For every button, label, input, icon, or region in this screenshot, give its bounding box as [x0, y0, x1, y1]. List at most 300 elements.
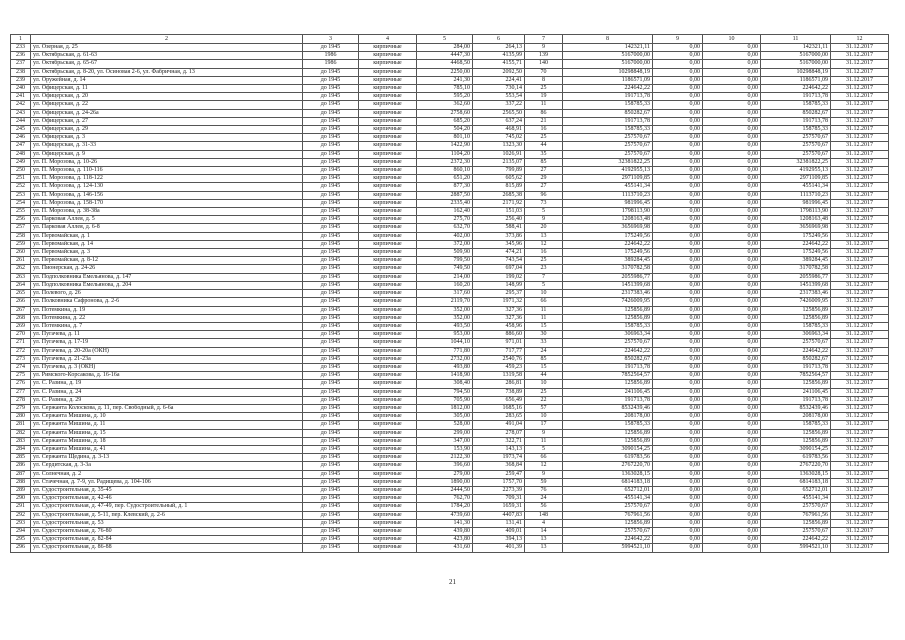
table-cell: 257570,67: [563, 339, 653, 347]
table-cell: 767961,56: [563, 511, 653, 519]
table-row: [11, 355, 889, 363]
table-cell: до 1945: [303, 240, 359, 248]
table-cell: 241: [11, 93, 31, 101]
table-cell: 31.12.2017: [831, 298, 889, 306]
table-row: [11, 44, 889, 52]
table-cell: кирпичные: [359, 478, 417, 486]
table-cell: 11: [525, 306, 563, 314]
table-cell: 257570,67: [761, 503, 831, 511]
table-cell: 0,00: [703, 511, 761, 519]
table-row: [11, 339, 889, 347]
table-cell: 1186571,09: [761, 76, 831, 84]
table-cell: 7: [525, 273, 563, 281]
table-cell: до 1945: [303, 470, 359, 478]
table-cell: 0,00: [703, 413, 761, 421]
table-cell: 9: [525, 44, 563, 52]
table-cell: 0,00: [703, 183, 761, 191]
table-cell: 5167000,00: [563, 60, 653, 68]
table-cell: кирпичные: [359, 249, 417, 257]
table-cell: 0,00: [653, 290, 703, 298]
table-cell: 2767220,70: [563, 462, 653, 470]
registry-sheet: [10, 34, 888, 553]
table-cell: 31.12.2017: [831, 273, 889, 281]
table-cell: ул. Судостроительная, д. 42-46: [31, 495, 303, 503]
table-cell: ул. Сержанта Колоскова, д. 11, пер. Свободный, д. 6-6а: [31, 404, 303, 412]
table-cell: 125856,89: [761, 380, 831, 388]
table-cell: ул. Офицерская, д. 24-26а: [31, 109, 303, 117]
table-cell: 1451399,68: [563, 281, 653, 289]
table-cell: 16: [525, 249, 563, 257]
table-cell: до 1945: [303, 462, 359, 470]
table-cell: 175249,56: [761, 249, 831, 257]
table-cell: 0,00: [703, 519, 761, 527]
table-cell: 31.12.2017: [831, 150, 889, 158]
table-cell: кирпичные: [359, 76, 417, 84]
table-cell: 0,00: [703, 232, 761, 240]
table-cell: 15: [525, 322, 563, 330]
table-cell: 22: [525, 396, 563, 404]
table-cell: 241,30: [417, 76, 473, 84]
table-cell: 15: [525, 363, 563, 371]
table-row: [11, 216, 889, 224]
table-cell: 261: [11, 257, 31, 265]
table-row: [11, 158, 889, 166]
table-cell: 877,30: [417, 183, 473, 191]
table-cell: до 1945: [303, 314, 359, 322]
table-cell: 504,20: [417, 126, 473, 134]
table-cell: ул. Парковая Аллея, д. 6-8: [31, 224, 303, 232]
table-cell: 1208163,48: [761, 216, 831, 224]
table-cell: кирпичные: [359, 347, 417, 355]
table-cell: до 1945: [303, 109, 359, 117]
table-cell: до 1945: [303, 265, 359, 273]
table-cell: 4135,99: [473, 52, 525, 60]
table-cell: до 1945: [303, 322, 359, 330]
table-row: [11, 273, 889, 281]
table-row: [11, 478, 889, 486]
table-cell: 0,00: [653, 437, 703, 445]
table-cell: 257570,67: [761, 527, 831, 535]
table-cell: 0,00: [653, 339, 703, 347]
table-cell: 139: [525, 52, 563, 60]
table-cell: 491,04: [473, 421, 525, 429]
table-cell: 1363028,15: [563, 470, 653, 478]
table-cell: 31.12.2017: [831, 265, 889, 273]
table-cell: 131,41: [473, 519, 525, 527]
table-cell: 0,00: [653, 347, 703, 355]
table-cell: 266: [11, 298, 31, 306]
table-cell: 3170782,58: [761, 265, 831, 273]
table-cell: до 1945: [303, 44, 359, 52]
table-cell: 3090154,25: [761, 445, 831, 453]
table-cell: 31.12.2017: [831, 388, 889, 396]
table-cell: 0,00: [653, 158, 703, 166]
table-cell: 1104,20: [417, 150, 473, 158]
table-cell: 31.12.2017: [831, 208, 889, 216]
table-cell: 0,00: [703, 85, 761, 93]
table-cell: 0,00: [703, 388, 761, 396]
table-cell: 260: [11, 249, 31, 257]
table-cell: 158785,33: [563, 126, 653, 134]
table-cell: 31.12.2017: [831, 380, 889, 388]
table-cell: 5: [525, 281, 563, 289]
table-cell: 372,00: [417, 240, 473, 248]
table-cell: 12: [525, 240, 563, 248]
table-cell: 0,00: [703, 257, 761, 265]
table-cell: кирпичные: [359, 281, 417, 289]
table-cell: 5167000,00: [563, 52, 653, 60]
table-cell: ул. Октябрьская, д. 65-67: [31, 60, 303, 68]
table-cell: ул. Офицерская, д. 27: [31, 117, 303, 125]
table-cell: 31.12.2017: [831, 60, 889, 68]
table-cell: 0,00: [653, 265, 703, 273]
table-cell: до 1945: [303, 93, 359, 101]
table-cell: 280: [11, 413, 31, 421]
table-cell: 2317383,46: [761, 290, 831, 298]
table-cell: 191713,78: [563, 117, 653, 125]
table-cell: до 1945: [303, 101, 359, 109]
table-cell: 7852564,57: [563, 372, 653, 380]
table-cell: 125856,89: [761, 429, 831, 437]
table-cell: 2444,50: [417, 486, 473, 494]
table-cell: 191713,78: [761, 396, 831, 404]
table-cell: 11: [525, 437, 563, 445]
table-cell: ул. Судостроительная, д. 76-80: [31, 527, 303, 535]
table-cell: 10298848,19: [563, 68, 653, 76]
table-row: [11, 421, 889, 429]
table-cell: 56: [525, 503, 563, 511]
table-cell: 57: [525, 404, 563, 412]
table-cell: 70: [525, 68, 563, 76]
table-cell: 76: [525, 486, 563, 494]
table-cell: 268: [11, 314, 31, 322]
table-row: [11, 544, 889, 552]
table-row: [11, 445, 889, 453]
table-cell: 1323,30: [473, 142, 525, 150]
table-cell: 0,00: [703, 167, 761, 175]
table-cell: 0,00: [653, 503, 703, 511]
table-cell: 224642,22: [761, 240, 831, 248]
table-cell: 1971,32: [473, 298, 525, 306]
table-cell: 0,00: [653, 126, 703, 134]
table-cell: 389284,45: [761, 257, 831, 265]
table-cell: до 1945: [303, 191, 359, 199]
table-row: [11, 240, 889, 248]
table-cell: 258: [11, 232, 31, 240]
table-cell: 278: [11, 396, 31, 404]
table-cell: 308,40: [417, 380, 473, 388]
table-cell: кирпичные: [359, 314, 417, 322]
table-cell: 13: [525, 536, 563, 544]
table-cell: кирпичные: [359, 454, 417, 462]
table-cell: кирпичные: [359, 44, 417, 52]
table-cell: 255: [11, 208, 31, 216]
table-cell: 0,00: [653, 240, 703, 248]
column-number: 2: [31, 35, 303, 44]
table-cell: кирпичные: [359, 85, 417, 93]
table-cell: 0,00: [703, 76, 761, 84]
table-cell: 35: [525, 150, 563, 158]
table-cell: до 1945: [303, 273, 359, 281]
table-cell: 31.12.2017: [831, 142, 889, 150]
table-cell: 6814183,18: [563, 478, 653, 486]
table-cell: кирпичные: [359, 208, 417, 216]
table-cell: 252: [11, 183, 31, 191]
table-cell: 9: [525, 216, 563, 224]
table-cell: 0,00: [653, 216, 703, 224]
table-cell: 0,00: [703, 52, 761, 60]
table-cell: 31.12.2017: [831, 527, 889, 535]
table-cell: 158785,33: [761, 322, 831, 330]
table-cell: до 1945: [303, 421, 359, 429]
table-cell: 0,00: [653, 68, 703, 76]
table-cell: кирпичные: [359, 536, 417, 544]
table-cell: 0,00: [653, 544, 703, 552]
table-cell: кирпичные: [359, 290, 417, 298]
table-cell: 31.12.2017: [831, 519, 889, 527]
table-row: [11, 413, 889, 421]
table-cell: 19: [525, 93, 563, 101]
table-cell: 749,50: [417, 265, 473, 273]
table-cell: до 1945: [303, 298, 359, 306]
table-cell: 2317383,46: [563, 290, 653, 298]
table-cell: 25: [525, 257, 563, 265]
table-cell: ул. Пугачева, д. 11: [31, 331, 303, 339]
table-cell: 142321,11: [563, 44, 653, 52]
table-cell: 10: [525, 413, 563, 421]
table-cell: 0,00: [653, 60, 703, 68]
table-cell: 2092,50: [473, 68, 525, 76]
column-number: 1: [11, 35, 31, 44]
table-cell: 21: [525, 117, 563, 125]
table-cell: ул. Судостроительная, д. 47-49, пер. Судостроительный, д. 1: [31, 503, 303, 511]
table-cell: 248: [11, 150, 31, 158]
table-cell: 262: [11, 265, 31, 273]
table-cell: 0,00: [703, 150, 761, 158]
table-cell: 5167000,00: [761, 52, 831, 60]
table-cell: 0,00: [653, 380, 703, 388]
table-cell: до 1945: [303, 544, 359, 552]
table-cell: 66: [525, 298, 563, 306]
table-cell: 142321,11: [761, 44, 831, 52]
table-cell: 10: [525, 380, 563, 388]
table-cell: 3090154,25: [563, 445, 653, 453]
table-cell: 2565,50: [473, 109, 525, 117]
table-cell: кирпичные: [359, 175, 417, 183]
table-cell: 0,00: [703, 339, 761, 347]
table-cell: кирпичные: [359, 224, 417, 232]
page-number: 21: [449, 578, 456, 586]
table-cell: 423,80: [417, 536, 473, 544]
table-cell: кирпичные: [359, 462, 417, 470]
table-cell: 0,00: [653, 454, 703, 462]
table-cell: 0,00: [653, 519, 703, 527]
table-cell: 158785,33: [563, 421, 653, 429]
table-cell: 0,00: [653, 183, 703, 191]
table-cell: 0,00: [703, 380, 761, 388]
table-cell: 0,00: [653, 413, 703, 421]
table-cell: 31.12.2017: [831, 224, 889, 232]
table-row: [11, 142, 889, 150]
table-row: [11, 249, 889, 257]
table-row: [11, 85, 889, 93]
table-cell: 981996,45: [563, 199, 653, 207]
table-cell: 125856,89: [563, 314, 653, 322]
table-cell: 0,00: [703, 142, 761, 150]
table-cell: 17: [525, 421, 563, 429]
table-cell: 0,00: [703, 60, 761, 68]
table-cell: 1451399,68: [761, 281, 831, 289]
table-cell: 31.12.2017: [831, 232, 889, 240]
table-cell: 0,00: [653, 331, 703, 339]
table-row: [11, 314, 889, 322]
table-cell: 745,02: [473, 134, 525, 142]
table-cell: кирпичные: [359, 470, 417, 478]
table-cell: 0,00: [703, 281, 761, 289]
table-cell: ул. Первомайская, д. 1: [31, 232, 303, 240]
table-row: [11, 454, 889, 462]
table-cell: 256,40: [473, 216, 525, 224]
table-cell: ул. Римского-Корсакова, д. 16-16а: [31, 372, 303, 380]
table-cell: ул. Октябрьская, д. 61-63: [31, 52, 303, 60]
table-row: [11, 134, 889, 142]
table-cell: 4192955,13: [563, 167, 653, 175]
table-cell: 7852564,57: [761, 372, 831, 380]
table-cell: 6814183,18: [761, 478, 831, 486]
table-cell: 27: [525, 183, 563, 191]
table-cell: до 1945: [303, 183, 359, 191]
table-cell: до 1945: [303, 175, 359, 183]
table-cell: 125856,89: [563, 380, 653, 388]
table-cell: 0,00: [703, 298, 761, 306]
table-cell: 245: [11, 126, 31, 134]
table-cell: кирпичные: [359, 372, 417, 380]
table-cell: до 1945: [303, 199, 359, 207]
table-cell: 286,81: [473, 380, 525, 388]
table-cell: 0,00: [653, 470, 703, 478]
table-cell: 0,00: [653, 93, 703, 101]
table-cell: 275,70: [417, 216, 473, 224]
table-cell: 0,00: [703, 126, 761, 134]
table-cell: 619783,56: [563, 454, 653, 462]
table-cell: 31.12.2017: [831, 158, 889, 166]
table-row: [11, 281, 889, 289]
table-cell: 0,00: [653, 429, 703, 437]
table-cell: кирпичные: [359, 126, 417, 134]
table-cell: до 1945: [303, 306, 359, 314]
table-cell: 7426009,95: [761, 298, 831, 306]
table-row: [11, 511, 889, 519]
table-cell: 850282,67: [761, 109, 831, 117]
table-cell: 619783,56: [761, 454, 831, 462]
table-cell: 125856,89: [761, 519, 831, 527]
table-cell: 799,50: [417, 257, 473, 265]
column-number-row: [11, 35, 889, 44]
table-cell: 241106,45: [563, 388, 653, 396]
table-cell: до 1945: [303, 208, 359, 216]
table-cell: 31.12.2017: [831, 257, 889, 265]
table-cell: ул. Пугачева, д. 3 (ОКН): [31, 363, 303, 371]
table-cell: 247: [11, 142, 31, 150]
column-number: 3: [303, 35, 359, 44]
table-cell: 224642,22: [563, 85, 653, 93]
table-cell: ул. Судостроительная, д. 35-45: [31, 486, 303, 494]
table-cell: 238: [11, 68, 31, 76]
table-cell: до 1945: [303, 511, 359, 519]
table-cell: 981996,45: [761, 199, 831, 207]
table-row: [11, 396, 889, 404]
table-cell: кирпичные: [359, 486, 417, 494]
table-cell: ул. Потемкина, д. 19: [31, 306, 303, 314]
table-cell: 0,00: [653, 167, 703, 175]
table-cell: 158785,33: [563, 101, 653, 109]
table-cell: 455141,34: [563, 183, 653, 191]
table-cell: до 1945: [303, 355, 359, 363]
table-cell: 409,01: [473, 527, 525, 535]
table-cell: 10298848,19: [761, 68, 831, 76]
table-cell: 1422,90: [417, 142, 473, 150]
table-cell: 652712,01: [761, 486, 831, 494]
table-cell: 224642,22: [761, 536, 831, 544]
table-cell: ул. Октябрьская, д. 8-20, ул. Осиновая 2-6, ул. Фабричная, д. 13: [31, 68, 303, 76]
table-cell: до 1945: [303, 126, 359, 134]
table-cell: 2372,30: [417, 158, 473, 166]
table-cell: 553,54: [473, 93, 525, 101]
table-cell: 125856,89: [563, 519, 653, 527]
table-cell: 16: [525, 126, 563, 134]
table-cell: 31.12.2017: [831, 191, 889, 199]
table-cell: до 1945: [303, 454, 359, 462]
table-row: [11, 257, 889, 265]
table-cell: 317,60: [417, 290, 473, 298]
table-cell: до 1945: [303, 281, 359, 289]
table-cell: 31.12.2017: [831, 437, 889, 445]
table-cell: ул. Судостроительная, д. 86-88: [31, 544, 303, 552]
table-cell: 265: [11, 290, 31, 298]
table-row: [11, 167, 889, 175]
table-cell: 257570,67: [563, 142, 653, 150]
table-cell: ул. Офицерская, д. 11: [31, 85, 303, 93]
table-cell: кирпичные: [359, 117, 417, 125]
table-row: [11, 290, 889, 298]
table-cell: 0,00: [703, 208, 761, 216]
table-cell: до 1945: [303, 519, 359, 527]
table-cell: 151,03: [473, 208, 525, 216]
table-cell: кирпичные: [359, 158, 417, 166]
table-cell: 2055986,77: [563, 273, 653, 281]
table-cell: 0,00: [653, 117, 703, 125]
column-number: 11: [761, 35, 831, 44]
table-cell: 30: [525, 331, 563, 339]
table-cell: 125856,89: [563, 437, 653, 445]
table-cell: 191713,78: [563, 363, 653, 371]
table-cell: 0,00: [703, 117, 761, 125]
table-cell: 25: [525, 134, 563, 142]
table-cell: 468,91: [473, 126, 525, 134]
table-cell: 31.12.2017: [831, 314, 889, 322]
table-cell: 13: [525, 544, 563, 552]
table-cell: 31.12.2017: [831, 240, 889, 248]
table-cell: кирпичные: [359, 232, 417, 240]
table-cell: 256: [11, 216, 31, 224]
table-cell: 282: [11, 429, 31, 437]
table-row: [11, 331, 889, 339]
table-cell: 0,00: [653, 150, 703, 158]
table-cell: 0,00: [703, 68, 761, 76]
table-cell: 402,00: [417, 232, 473, 240]
table-cell: 0,00: [703, 462, 761, 470]
table-cell: кирпичные: [359, 216, 417, 224]
